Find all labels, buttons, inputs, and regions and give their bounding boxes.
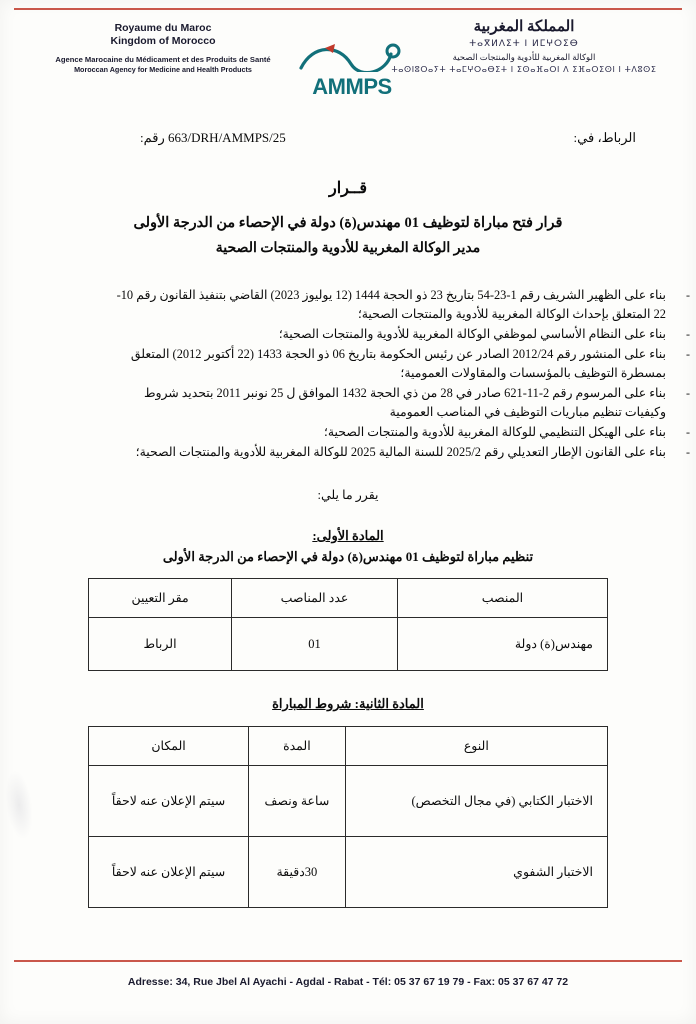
whereas-dash: -	[686, 327, 690, 341]
cell-exam-place: سيتم الإعلان عنه لاحقاً	[89, 766, 249, 837]
decides-line: يقرر ما يلي:	[317, 488, 379, 502]
whereas-item-text: بناء على المنشور رقم 2012/24 الصادر عن رئيس الحكومة بتاريخ 06 ذو الحجة 1433 (22 أكتوبر 2012) المتعلق بمسطرة التوظيف بالمؤسسات والمقاولات العمومية؛	[130, 347, 666, 380]
reference-number	[140, 130, 286, 146]
cell-exam-type: الاختبار الشفوي	[345, 837, 607, 908]
decision-heading: قــرار	[328, 180, 368, 197]
whereas-item	[110, 325, 690, 344]
place-and-date: الرباط، في:	[573, 130, 636, 145]
article-1-text: تنظيم مباراة لتوظيف 01 مهندس(ة) دولة في الإحصاء من الدرجة الأولى	[162, 549, 534, 564]
whereas-dash: -	[686, 445, 690, 459]
bottom-divider	[14, 960, 682, 962]
whereas-dash: -	[686, 386, 690, 400]
title-block	[0, 178, 696, 262]
whereas-item-text: بناء على المرسوم رقم 2-11-621 صادر في 28 من ذي الحجة 1432 الموافق ل 25 نونبر 2011 بتحديد شروط وكيفيات تنظيم مباريات التوظيف في المناصب العمومية	[144, 386, 666, 419]
cell-count: 01	[232, 618, 398, 671]
table-row	[89, 837, 608, 908]
document-header	[0, 14, 696, 104]
article-1-title: المادة الأولى:	[312, 528, 384, 543]
exams-table	[88, 726, 608, 908]
col-duration: المدة	[249, 727, 346, 766]
positions-table	[88, 578, 608, 671]
whereas-item-text: بناء على القانون الإطار التعديلي رقم 2025/2 للسنة المالية 2025 للوكالة المغربية للأدوية والمنتجات الصحية؛	[135, 445, 666, 459]
whereas-item	[110, 345, 690, 383]
whereas-item-text: بناء على الظهير الشريف رقم 1-23-54 بتاريخ 23 ذو الحجة 1444 (12 يوليوز 2023) القاضي بتنفيذ القانون رقم 10-22 المتعلق بإحداث الوكالة المغربية للأدوية والمنتجات الصحية؛	[116, 288, 666, 321]
whereas-item	[110, 286, 690, 324]
article-2-title: المادة الثانية: شروط المباراة	[272, 696, 424, 711]
cell-exam-place: سيتم الإعلان عنه لاحقاً	[89, 837, 249, 908]
whereas-list	[110, 286, 690, 463]
whereas-dash: -	[686, 425, 690, 439]
whereas-item-text: بناء على الهيكل التنظيمي للوكالة المغربية للأدوية والمنتجات الصحية؛	[323, 425, 666, 439]
whereas-item	[110, 443, 690, 462]
scan-smudge	[1, 769, 36, 842]
reference-number-label: رقم:	[140, 130, 165, 145]
cell-exam-duration: 30دقيقة	[249, 837, 346, 908]
whereas-item	[110, 423, 690, 442]
whereas-item-text: بناء على النظام الأساسي لموظفي الوكالة المغربية للأدوية والمنتجات الصحية؛	[278, 327, 666, 341]
decision-issuer: مدير الوكالة المغربية للأدوية والمنتجات الصحية	[215, 241, 481, 256]
header-french-block	[28, 22, 298, 75]
header-agency-en: Moroccan Agency for Medicine and Health Products	[74, 65, 252, 74]
table-row	[89, 766, 608, 837]
header-kingdom-fr: Royaume du Maroc	[114, 22, 212, 34]
header-agency-fr: Agence Marocaine du Médicament et des Produits de Santé	[55, 55, 271, 64]
header-agency-ar: الوكالة المغربية للأدوية والمنتجات الصحية	[452, 52, 596, 62]
cell-post: مهندس(ة) دولة	[397, 618, 607, 671]
top-divider	[14, 8, 682, 10]
cell-exam-duration: ساعة ونصف	[249, 766, 346, 837]
whereas-dash: -	[686, 288, 690, 302]
cell-exam-type: الاختبار الكتابي (في مجال التخصص)	[345, 766, 607, 837]
col-location: مقر التعيين	[89, 579, 232, 618]
col-type: النوع	[345, 727, 607, 766]
cell-location: الرباط	[89, 618, 232, 671]
table-header-row	[89, 579, 608, 618]
header-kingdom-ar: المملكة المغربية	[473, 19, 575, 35]
header-arabic-block	[374, 18, 674, 76]
logo-wordmark: AMMPS	[312, 74, 392, 99]
table-header-row	[89, 727, 608, 766]
header-kingdom-en: Kingdom of Morocco	[110, 35, 216, 47]
col-post: المنصب	[397, 579, 607, 618]
header-agency-tifinagh: ⵜⴰⵙⵏⵓⵔⴰⵢⵜ ⵜⴰⵎⵖⵔⴰⴱⵉⵜ ⵏ ⵉⵙⴰⴼⴰⵔⵏ ⴷ ⵉⴼⴰⵔⵉⵙⵏ ⵏ ⵜⴷⵓⵙⵉ	[391, 65, 657, 74]
whereas-dash: -	[686, 347, 690, 361]
whereas-item	[110, 384, 690, 422]
table-row	[89, 618, 608, 671]
reference-number-value: 663/DRH/AMMPS/25	[168, 130, 286, 145]
decision-title: قرار فتح مباراة لتوظيف 01 مهندس(ة) دولة في الإحصاء من الدرجة الأولى	[133, 215, 563, 231]
col-count: عدد المناصب	[232, 579, 398, 618]
header-kingdom-tifinagh: ⵜⴰⴳⵍⴷⵉⵜ ⵏ ⵍⵎⵖⵔⵉⴱ	[469, 39, 579, 49]
reference-line	[0, 130, 696, 152]
col-place: المكان	[89, 727, 249, 766]
footer-address: Adresse: 34, Rue Jbel Al Ayachi - Agdal - Rabat - Tél: 05 37 67 19 79 - Fax: 05 37 67 47 72	[127, 976, 569, 988]
